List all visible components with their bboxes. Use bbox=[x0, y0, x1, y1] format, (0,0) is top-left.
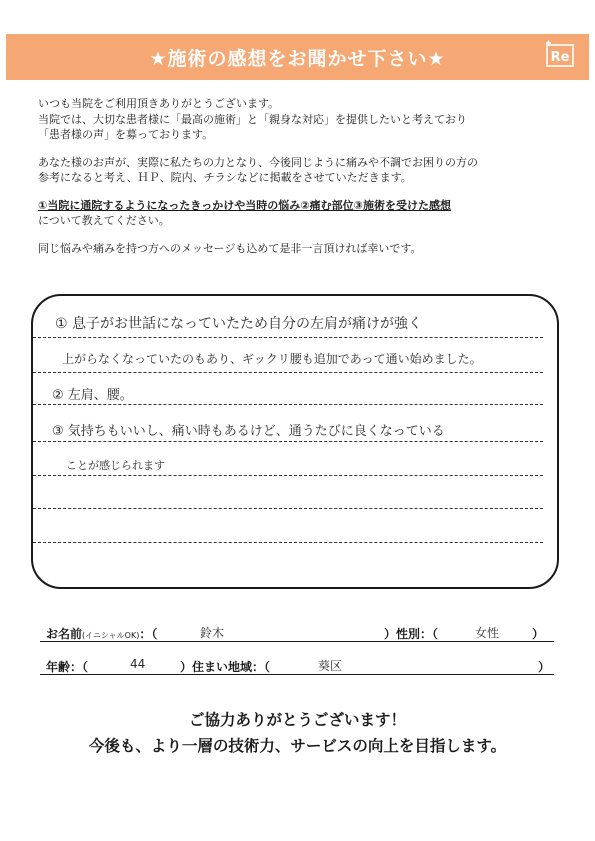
gender-close-paren: ） bbox=[532, 627, 545, 641]
header-banner bbox=[6, 34, 589, 80]
gender-label: ）性別：（ bbox=[384, 627, 439, 641]
answer-line-1: ① 息子がお世話になっていたため自分の左肩が痛けが強く bbox=[55, 316, 422, 332]
name-label: お名前(イニシャルOK)：（ bbox=[46, 627, 158, 641]
name-value: 鈴木 bbox=[200, 626, 225, 640]
intro-paragraph-3: 同じ悩みや痛みを持つ方へのメッセージも込めて是非一言頂ければ幸いです。 bbox=[38, 241, 422, 255]
clinic-logo bbox=[545, 40, 575, 68]
age-underline bbox=[40, 674, 554, 675]
answer-rule bbox=[33, 441, 543, 442]
instruction-continuation: について教えてください。 bbox=[38, 214, 170, 227]
answer-line-3: ② 左肩、腰。 bbox=[52, 388, 133, 403]
age-value: 44 bbox=[130, 657, 146, 671]
answer-line-2: 上がらなくなっていたのもあり、ギックリ腰も追加であって通い始めました。 bbox=[62, 352, 482, 366]
logo-text: Re bbox=[550, 50, 570, 65]
intro-text bbox=[38, 96, 578, 268]
area-close-paren: ） bbox=[538, 660, 551, 674]
gender-value: 女性 bbox=[475, 626, 500, 640]
area-value: 葵区 bbox=[318, 659, 343, 673]
name-underline bbox=[40, 641, 554, 642]
answer-line-4: ③ 気持ちもいいし、痛い時もあるけど、通うたびに良くなっている bbox=[52, 424, 445, 439]
instruction-text: ①当院に通院するようになったきっかけや当時の悩み②痛む部位③施術を受けた感想 bbox=[38, 198, 451, 212]
area-label: ）住まい地域：（ bbox=[180, 660, 271, 674]
answer-rule bbox=[33, 404, 543, 405]
intro-paragraph-1: いつも当院をご利用頂きありがとうございます。 当院では、大切な患者様に「最高の施術」と「親身な対応」を提供したいと考えており 「患者様の声」を募っております。 bbox=[38, 97, 467, 141]
answer-rule bbox=[33, 337, 543, 338]
page-title: ★施術の感想をお聞かせ下さい★ bbox=[149, 47, 446, 70]
answer-rule bbox=[33, 542, 543, 543]
answer-rule bbox=[33, 508, 543, 509]
closing-message: 今後も、より一層の技術力、サービスの向上を目指します。 bbox=[88, 737, 507, 755]
answer-line-5: ことが感じられます bbox=[66, 459, 165, 472]
answer-rule bbox=[33, 372, 543, 373]
age-label: 年齢：（ bbox=[46, 660, 89, 674]
answer-rule bbox=[33, 475, 543, 476]
closing-thanks: ご協力ありがとうございます！ bbox=[188, 711, 406, 729]
intro-paragraph-2: あなた様のお声が、実際に私たちの力となり、今後同じように痛みや不調でお困りの方の 参考になると考え、ＨＰ、院内、チラシなどに掲載をさせていただきます。 bbox=[38, 155, 478, 184]
